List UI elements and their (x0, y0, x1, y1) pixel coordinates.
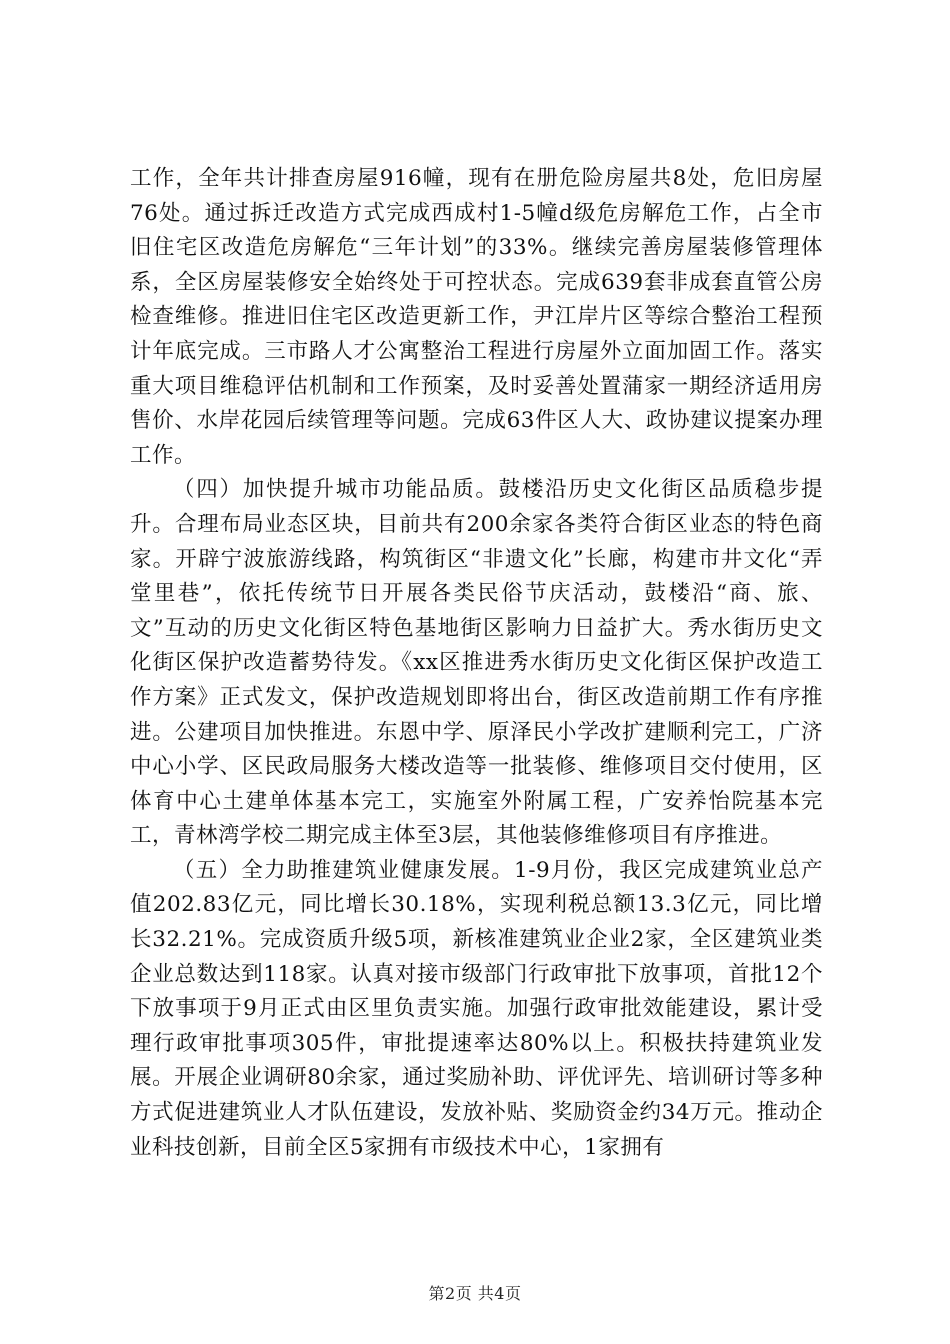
paragraph-section-4: （四）加快提升城市功能品质。鼓楼沿历史文化街区品质稳步提升。合理布局业态区块，目前共有200余家各类符合街区业态的特色商家。开辟宁波旅游线路，构筑街区“非遗文化”长廊，构建市井文化“弄堂里巷”，依托传统节日开展各类民俗节庆活动，鼓楼沿“商、旅、文”互动的历史文化街区特色基地街区影响力日益扩大。秀水街历史文化街区保护改造蓄势待发。《xx区推进秀水街历史文化街区保护改造工作方案》正式发文，保护改造规划即将出台，街区改造前期工作有序推进。公建项目加快推进。东恩中学、原泽民小学改扩建顺利完工，广济中心小学、区民政局服务大楼改造等一批装修、维修项目交付使用，区体育中心土建单体基本完工，实施室外附属工程，广安养怡院基本完工，青林湾学校二期完成主体至3层，其他装修维修项目有序推进。 (130, 477, 823, 849)
body-text (130, 162, 823, 1165)
paragraph-continuation: 工作，全年共计排查房屋916幢，现有在册危险房屋共8处，危旧房屋76处。通过拆迁改造方式完成西成村1-5幢d级危房解危工作，占全市旧住宅区改造危房解危“三年计划”的33%。继续完善房屋装修管理体系，全区房屋装修安全始终处于可控状态。完成639套非成套直管公房检查维修。推进旧住宅区改造更新工作，尹江岸片区等综合整治工程预计年底完成。三市路人才公寓整治工程进行房屋外立面加固工作。落实重大项目维稳评估机制和工作预案，及时妥善处置蒲家一期经济适用房售价、水岸花园后续管理等问题。完成63件区人大、政协建议提案办理工作。 (130, 166, 823, 468)
paragraph-section-5: （五）全力助推建筑业健康发展。1-9月份，我区完成建筑业总产值202.83亿元，同比增长30.18%，实现利税总额13.3亿元，同比增长32.21%。完成资质升级5项，新核准建筑业企业2家，全区建筑业类企业总数达到118家。认真对接市级部门行政审批下放事项，首批12个下放事项于9月正式由区里负责实施。加强行政审批效能建设，累计受理行政审批事项305件，审批提速率达80%以上。积极扶持建筑业发展。开展企业调研80余家，通过奖励补助、评优评先、培训研讨等多种方式促进建筑业人才队伍建设，发放补贴、奖励资金约34万元。推动企业科技创新，目前全区5家拥有市级技术中心，1家拥有 (130, 857, 823, 1160)
page-footer: 第2页 共4页 (428, 1284, 522, 1303)
